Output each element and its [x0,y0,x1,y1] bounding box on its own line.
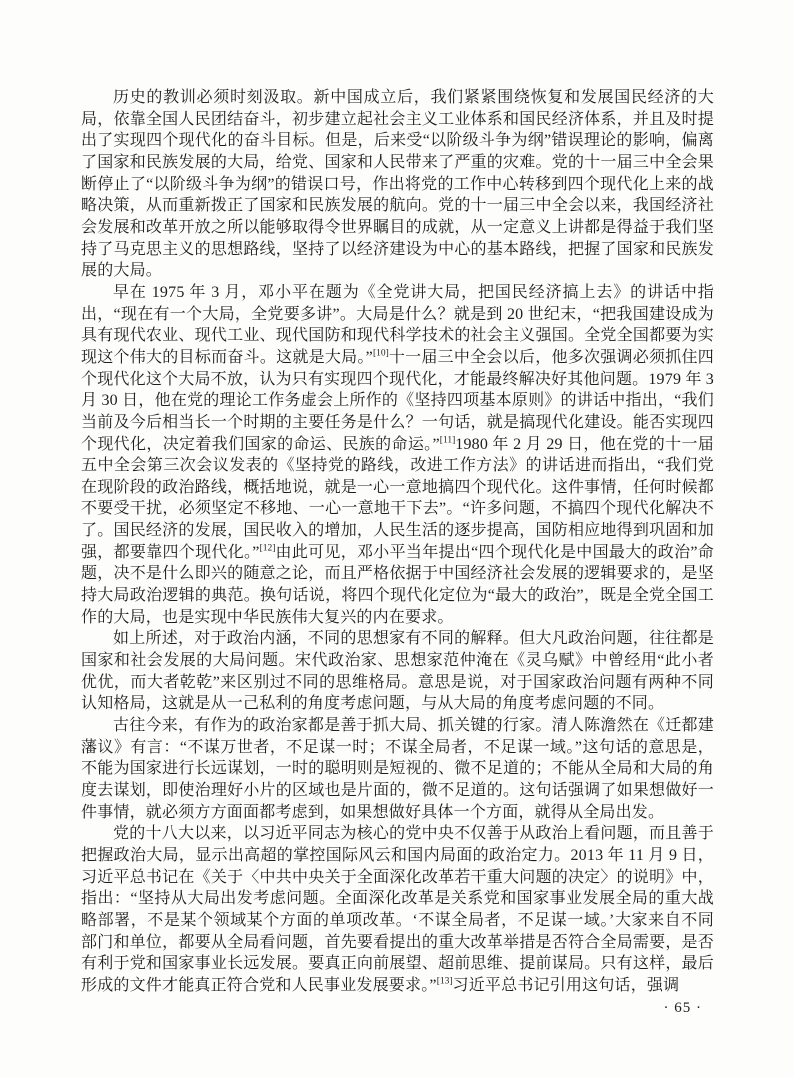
text-block [81,87,714,997]
paragraph: 党的十八大以来，以习近平同志为核心的党中央不仅善于从政治上看问题，而且善于把握政治大局，显示出高超的掌控国际风云和国内局面的政治定力。2013 年 11 月 9 日，习近平总书记在《关于〈中共中央关于全面深化改革若干重大问题的决定〉的说明》中，指出：“坚持从大局出发考虑问题。全面深化改革是关系党和国家事业发展全局的重大战略部署，不是某个领域某个方面的单项改革。‘不谋全局者，不足谋一域。’大家来自不同部门和单位，都要从全局看问题，首先要看提出的重大改革举措是否符合全局需要，是否有利于党和国家事业长远发展。要真正向前展望、超前思维、提前谋局。只有这样，最后形成的文件才能真正符合党和人民事业发展要求。”[13]习近平总书记引用这句话，强调 [81,825,714,994]
paragraph: 早在 1975 年 3 月，邓小平在题为《全党讲大局，把国民经济搞上去》的讲话中指出，“现在有一个大局，全党要多讲”。大局是什么？就是到 20 世纪末，“把我国建设成为具有现代农业、现代工业、现代国防和现代科学技术的社会主义强国。全党全国都要为实现这个伟大的目标而奋斗。这就是大局。”[10]十一届三中全会以后，他多次强调必须抓住四个现代化这个大局不放，认为只有实现四个现代化，才能最终解决好其他问题。1979 年 3 月 30 日，他在党的理论工作务虚会上所作的《坚持四项基本原则》的讲话中指出，“我们当前及今后相当长一个时期的主要任务是什么？一句话，就是搞现代化建设。能否实现四个现代化，决定着我们国家的命运、民族的命运。”[11]1980 年 2 月 29 日，他在党的十一届五中全会第三次会议发表的《坚持党的路线，改进工作方法》的讲话进而指出，“我们党在现阶段的政治路线，概括地说，就是一心一意地搞四个现代化。这件事情，任何时候都不要受干扰，必须坚定不移地、一心一意地干下去”。“许多问题，不搞四个现代化解决不了。国民经济的发展，国民收入的增加，人民生活的逐步提高，国防相应地得到巩固和加强，都要靠四个现代化。”[12]由此可见，邓小平当年提出“四个现代化是中国最大的政治”命题，决不是什么即兴的随意之论，而且严格依据于中国经济社会发展的逻辑要求的，是坚持大局政治逻辑的典范。换句话说，将四个现代化定位为“最大的政治”，既是全党全国工作的大局，也是实现中华民族伟大复兴的内在要求。 [81,283,714,626]
paragraph: 如上所述，对于政治内涵，不同的思想家有不同的解释。但大凡政治问题，往往都是国家和社会发展的大局问题。宋代政治家、思想家范仲淹在《灵乌赋》中曾经用“此小者优优，而大者乾乾”来区别过不同的思维格局。意思是说，对于国家政治问题有两种不同认知格局，这就是从一己私利的角度考虑问题，与从大局的角度考虑问题的不同。 [81,630,714,713]
footnote-ref: [11] [439,435,456,446]
paragraph: 历史的教训必须时刻汲取。新中国成立后，我们紧紧围绕恢复和发展国民经济的大局，依靠全国人民团结奋斗，初步建立起社会主义工业体系和国民经济体系，并且及时提出了实现四个现代化的奋斗目标。但是，后来受“以阶级斗争为纲”错误理论的影响，偏离了国家和民族发展的大局，给党、国家和人民带来了严重的灾难。党的十一届三中全会果断停止了“以阶级斗争为纲”的错误口号，作出将党的工作中心转移到四个现代化上来的战略决策，从而重新拨正了国家和民族发展的航向。党的十一届三中全会以来，我国经济社会发展和改革开放之所以能够取得令世界瞩目的成就，从一定意义上讲都是得益于我们坚持了马克思主义的思想路线，坚持了以经济建设为中心的基本路线，把握了国家和民族发展的大局。 [81,89,714,280]
paragraph: 古往今来，有作为的政治家都是善于抓大局、抓关键的行家。清人陈澹然在《迁都建藩议》有言：“不谋万世者，不足谋一时；不谋全局者，不足谋一域。”这句话的意思是，不能为国家进行长远谋划，一时的聪明则是短视的、微不足道的；不能从全局和大局的角度去谋划，即使治理好小片的区域也是片面的，微不足道的。这句话强调了如果想做好一件事情，就必须方方面面都考虑到，如果想做好具体一个方面，就得从全局出发。 [81,717,714,821]
footnote-ref: [12] [259,543,276,554]
page-number: · 65 · [663,1000,702,1016]
footnote-ref: [10] [372,348,389,359]
footnote-ref: [13] [436,976,453,987]
